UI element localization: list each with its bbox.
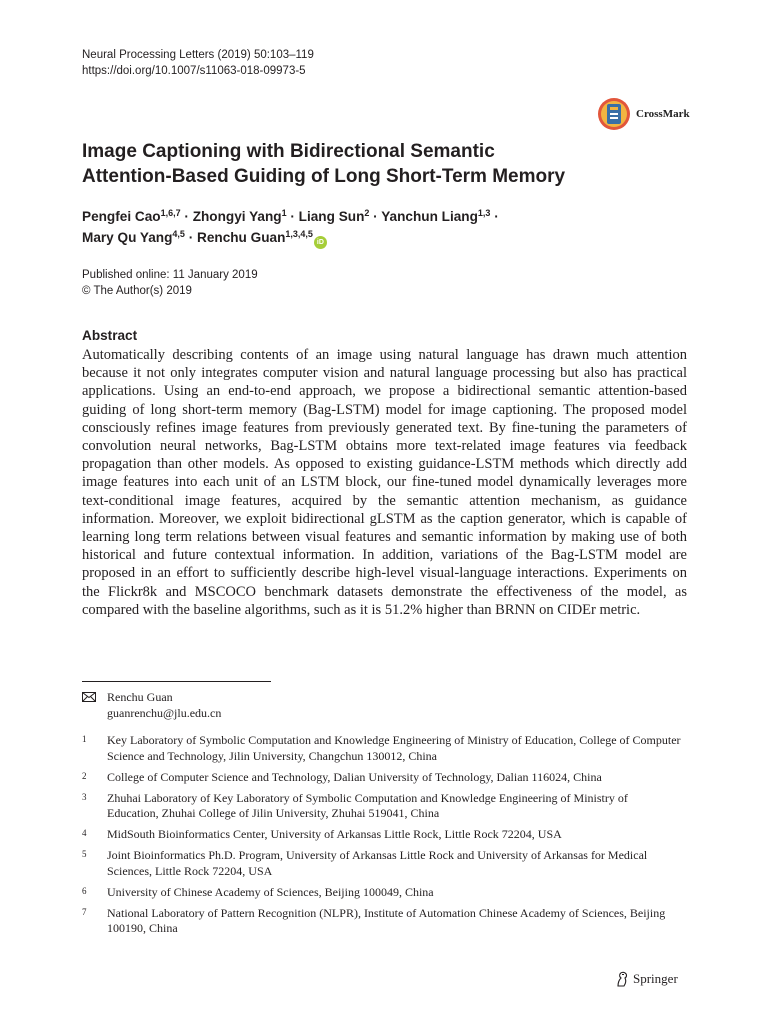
crossmark-badge[interactable]: [596, 96, 690, 132]
affiliation-number: 2: [82, 770, 87, 781]
affiliation-number: 4: [82, 828, 87, 838]
abstract-heading: Abstract: [82, 328, 138, 343]
author-separator: ·: [184, 209, 189, 224]
journal-header: [82, 47, 314, 79]
author-name[interactable]: Yanchun Liang: [381, 209, 478, 224]
author-name[interactable]: Zhongyi Yang: [192, 209, 282, 224]
affiliation-text: Zhuhai Laboratory of Key Laboratory of Symbolic Computation and Knowledge Engineering of Ministry of Education, Zhuhai College of Jilin University, Zhuhai 519041, China: [107, 790, 628, 820]
doi-link[interactable]: https://doi.org/10.1007/s11063-018-09973-5: [82, 65, 306, 77]
author-separator: ·: [188, 230, 194, 245]
abstract-text: Automatically describing contents of an image using natural language has drawn much attention because it not only integrates computer vision and natural language processing but also has practical applications. Using an end-to-end approach, we propose a bidirectional semantic attention-based guiding of long short-term memory (Bag-LSTM) model for image captioning. The proposed model consciously refines image features from previously generated text. By fine-tuning the parameters of convolution neural networks, Bag-LSTM obtains more text-related image features via feedback propagation than other models. As opposed to existing guidance-LSTM methods which directly add image features into each unit of an LSTM block, our fine-tuned model dynamically leverages more text-conditional image features, acquired by the semantic attention mechanism, as guidance information. Moreover, we exploit bidirectional gLSTM as the caption generator, which is capable of learning long term relations between visual features and semantic information by making use of both historical and future contextual information. In addition, variations of the Bag-LSTM model are proposed in an effort to sufficiently describe high-level visual-language interactions. Experiments on the Flickr8k and MSCOCO benchmark datasets demonstrate the effectiveness of the model, as compared with the baseline algorithms, such as it is 51.2% higher than BRNN on CIDEr metric.: [82, 347, 687, 618]
author-name[interactable]: Renchu Guan: [197, 230, 286, 245]
affiliation-number: 1: [82, 734, 87, 744]
author-name[interactable]: Liang Sun: [298, 209, 365, 224]
author-affiliation-marks: 1,3: [477, 208, 491, 218]
author-affiliation-marks: 1: [281, 208, 287, 218]
affiliation-item: [82, 770, 682, 786]
affiliation-number: 7: [82, 906, 87, 917]
crossmark-icon: [596, 96, 632, 132]
author-affiliation-marks: 2: [364, 208, 370, 218]
author-separator: ·: [290, 209, 295, 224]
paper-title: [82, 139, 682, 189]
author-name[interactable]: Mary Qu Yang: [82, 230, 173, 245]
author-affiliation-marks: 1,6,7: [160, 208, 181, 218]
envelope-icon: [82, 692, 96, 702]
journal-citation: Neural Processing Letters (2019) 50:103–119: [82, 49, 314, 61]
corresponding-author-name: Renchu Guan: [107, 690, 173, 704]
author-affiliation-marks: 1,3,4,5: [285, 229, 313, 239]
author-name[interactable]: Pengfei Cao: [82, 209, 161, 224]
title-line-1: Image Captioning with Bidirectional Semantic: [82, 141, 495, 162]
affiliation-number: 5: [82, 849, 87, 859]
affiliation-number: 3: [82, 791, 87, 802]
title-line-2: Attention-Based Guiding of Long Short-Term Memory: [82, 166, 566, 187]
corresponding-author-email[interactable]: guanrenchu@jlu.edu.cn: [107, 706, 222, 720]
affiliation-text: Key Laboratory of Symbolic Computation and Knowledge Engineering of Ministry of Education, College of Computer Science and Technology, Jilin University, Changchun 130012, China: [107, 733, 681, 763]
copyright-notice: © The Author(s) 2019: [82, 285, 192, 297]
affiliation-item: [82, 791, 682, 822]
published-date: Published online: 11 January 2019: [82, 269, 258, 281]
publisher-name: Springer: [633, 971, 678, 986]
publisher-logo: [615, 971, 678, 987]
orcid-icon[interactable]: iD: [314, 236, 327, 249]
affiliation-item: [82, 733, 682, 764]
author-separator: ·: [494, 209, 499, 224]
crossmark-label: CrossMark: [636, 108, 690, 120]
affiliation-item: [82, 827, 682, 843]
affiliation-text: University of Chinese Academy of Sciences, Beijing 100049, China: [107, 884, 434, 899]
affiliation-number: 6: [82, 885, 87, 896]
author-list: [82, 206, 702, 249]
affiliation-item: [82, 848, 682, 879]
affiliation-item: [82, 885, 682, 901]
affiliation-text: National Laboratory of Pattern Recognition (NLPR), Institute of Automation Chinese Academy of Sciences, Beijing 100190, China: [107, 905, 666, 935]
author-separator: ·: [373, 209, 378, 224]
author-affiliation-marks: 4,5: [172, 229, 185, 239]
springer-horse-icon: [615, 971, 629, 987]
affiliation-text: College of Computer Science and Technology, Dalian University of Technology, Dalian 116024, China: [107, 769, 602, 784]
publication-info: [82, 267, 258, 299]
affiliation-text: Joint Bioinformatics Ph.D. Program, University of Arkansas Little Rock and University of Arkansas for Medical Sciences, Little Rock 72204, USA: [107, 848, 648, 878]
affiliation-item: [82, 906, 682, 937]
footnote-divider: [82, 681, 271, 682]
affiliation-list: [82, 733, 682, 942]
affiliation-text: MidSouth Bioinformatics Center, University of Arkansas Little Rock, Little Rock 72204, USA: [107, 827, 562, 841]
